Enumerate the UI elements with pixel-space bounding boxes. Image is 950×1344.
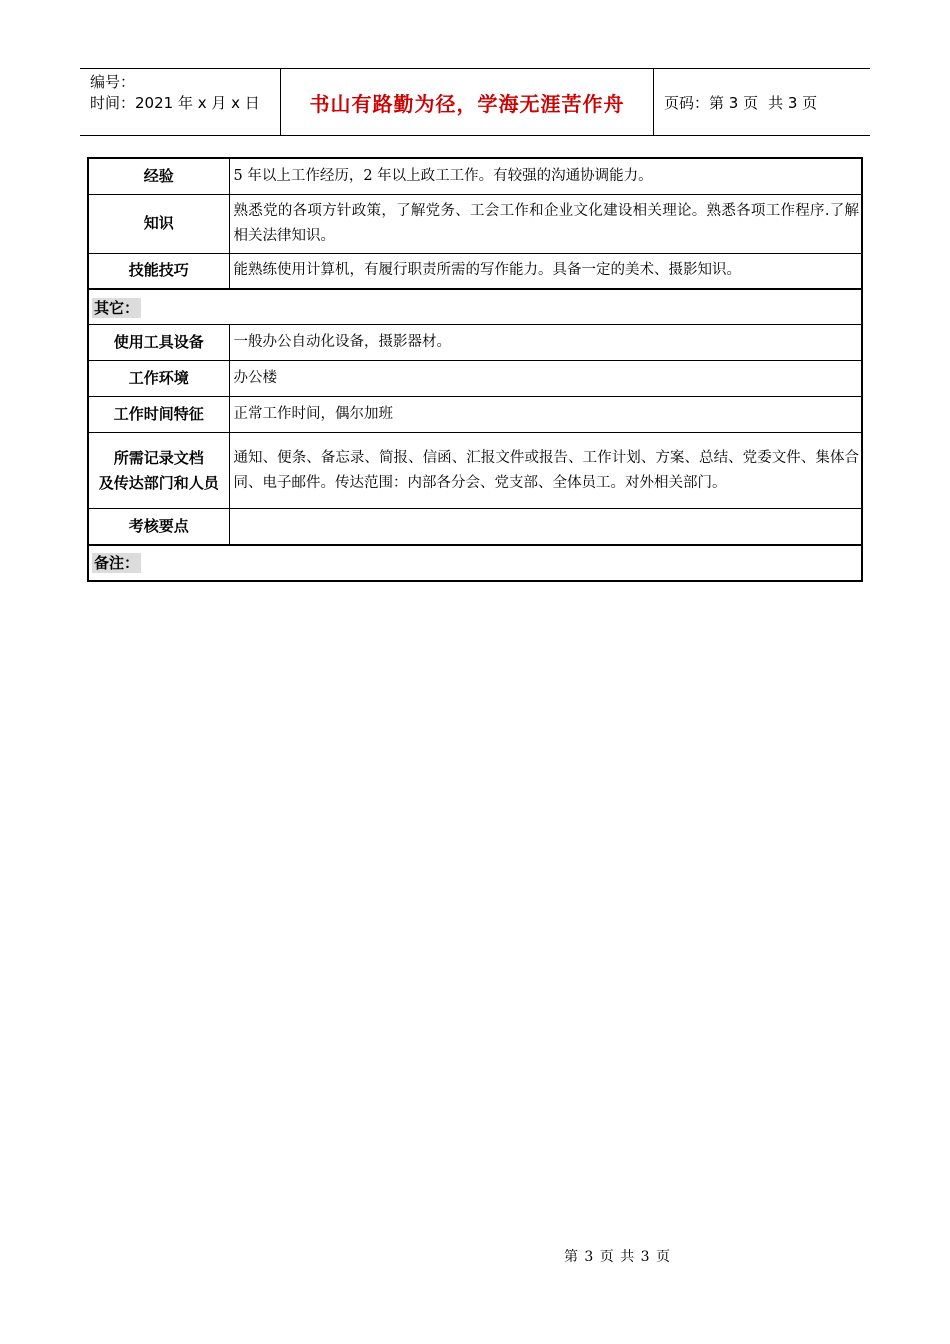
remarks-section-heading [88,545,862,581]
header-meta [80,69,281,135]
documents-label [88,433,229,509]
environment-label: 工作环境 [88,361,229,397]
table-row-environment [88,361,862,397]
assessment-value [229,509,862,545]
page-header [80,68,870,136]
table-row-tools [88,325,862,361]
table-row-other-section [88,289,862,325]
table-row-assessment [88,509,862,545]
documents-label-line2: 及传达部门和人员 [98,473,219,492]
knowledge-label: 知识 [88,194,229,253]
skills-value: 能熟练使用计算机，有履行职责所需的写作能力。具备一定的美术、摄影知识。 [229,253,862,289]
table-row-work-time [88,397,862,433]
environment-value: 办公楼 [229,361,862,397]
document-number: 编号： [90,73,136,91]
header-motto: 书山有路勤为径，学海无涯苦作舟 [281,69,654,135]
assessment-label: 考核要点 [88,509,229,545]
other-section-label: 其它： [94,298,140,317]
tools-label: 使用工具设备 [88,325,229,361]
tools-value: 一般办公自动化设备，摄影器材。 [229,325,862,361]
document-date: 时间：2021 年 x 月 x 日 [90,94,260,112]
table-row-skills [88,253,862,289]
table-row-documents [88,433,862,509]
documents-label-line1: 所需记录文档 [113,448,204,467]
other-section-heading [88,289,862,325]
skills-label: 技能技巧 [88,253,229,289]
table-row-knowledge [88,194,862,253]
page-total: 共 3 页 [768,93,818,112]
table-row-experience [88,158,862,194]
header-page-info [654,69,870,135]
documents-value: 通知、便条、备忘录、简报、信函、汇报文件或报告、工作计划、方案、总结、党委文件、集体合同、电子邮件。传达范围：内部各分会、党支部、全体员工。对外相关部门。 [229,433,862,509]
experience-value: 5 年以上工作经历，2 年以上政工工作。有较强的沟通协调能力。 [229,158,862,194]
work-time-value: 正常工作时间，偶尔加班 [229,397,862,433]
remarks-section-label: 备注： [94,554,140,572]
page-footer: 第 3 页 共 3 页 [563,1249,672,1265]
table-row-remarks-section [88,545,862,581]
job-description-table [87,157,863,582]
knowledge-value: 熟悉党的各项方针政策，了解党务、工会工作和企业文化建设相关理论。熟悉各项工作程序.了解相关法律知识。 [229,194,862,253]
page-number: 页码：第 3 页 [664,93,759,112]
work-time-label: 工作时间特征 [88,397,229,433]
experience-label: 经验 [88,158,229,194]
